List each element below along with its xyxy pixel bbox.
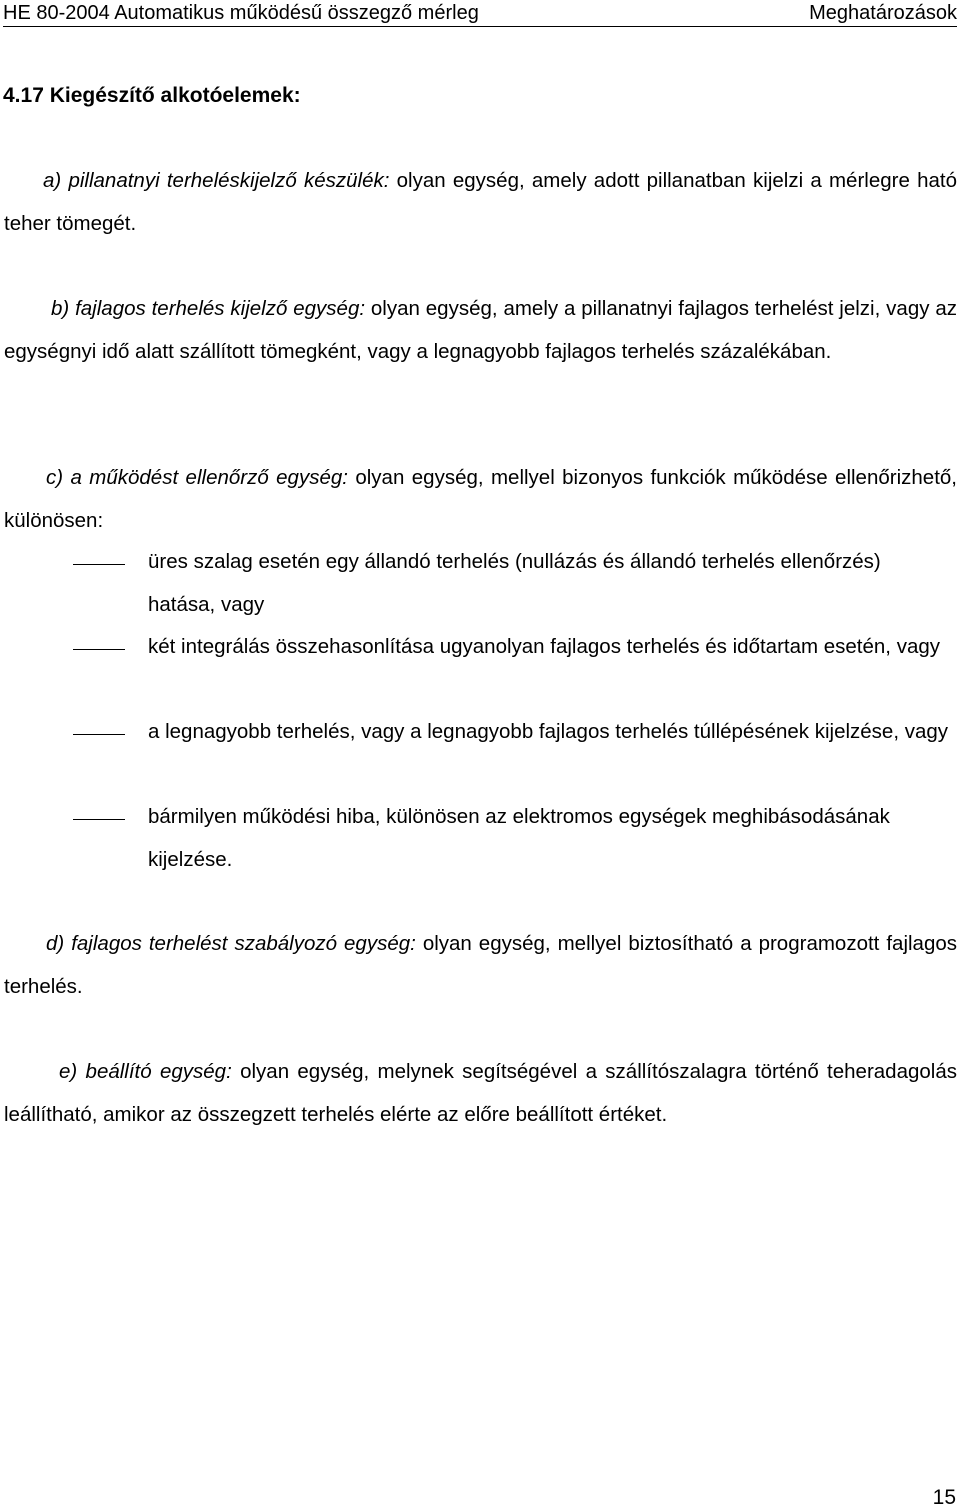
definition-e: olyan egység, melynek segítségével a szállítószalagra történő teheradagolás leállítható, amikor az összegzett terhelés elérte az előre beállított értéket. [4, 1060, 957, 1126]
term-c: c) a működést ellenőrző egység: [46, 466, 348, 489]
term-e: e) beállító egység: [59, 1060, 232, 1083]
dash-bullet-icon [73, 819, 125, 820]
paragraph-d [4, 923, 957, 1008]
paragraph-e [4, 1051, 957, 1136]
definition-c: olyan egység, mellyel bizonyos funkciók működése ellenőrizhető, különösen: [4, 466, 957, 532]
list-item-text: két integrálás összehasonlítása ugyanolyan fajlagos terhelés és időtartam esetén, vagy [148, 635, 941, 658]
definition-b: olyan egység, amely a pillanatnyi fajlagos terhelést jelzi, vagy az egységnyi idő alatt szállított tömegként, vagy a legnagyobb fajlagos terhelés százalékában. [4, 297, 957, 363]
paragraph-a [4, 160, 957, 245]
list-item [0, 541, 960, 626]
section-heading: 4.17 Kiegészítő alkotóelemek: [3, 84, 301, 107]
paragraph-c [4, 457, 957, 542]
check-function-list [0, 541, 960, 881]
definition-a: olyan egység, amely adott pillanatban kijelzi a mérlegre ható teher tömegét. [4, 169, 957, 235]
dash-bullet-icon [73, 564, 125, 565]
term-b: b) fajlagos terhelés kijelző egység: [51, 297, 366, 320]
list-item [0, 626, 960, 711]
list-item-text: a legnagyobb terhelés, vagy a legnagyobb fajlagos terhelés túllépésének kijelzése, vagy [148, 720, 949, 743]
definition-d: olyan egység, mellyel biztosítható a programozott fajlagos terhelés. [4, 932, 958, 998]
header-section-name: Meghatározások [809, 2, 957, 24]
page-header [3, 0, 957, 27]
header-document-title: HE 80-2004 Automatikus működésű összegző mérleg [3, 2, 479, 24]
dash-bullet-icon [73, 734, 125, 735]
list-item-text: üres szalag esetén egy állandó terhelés (nullázás és állandó terhelés ellenőrzés) hatása, vagy [148, 550, 881, 616]
paragraph-b [4, 288, 957, 373]
term-d: d) fajlagos terhelést szabályozó egység: [46, 932, 416, 955]
list-item-text: bármilyen működési hiba, különösen az elektromos egységek meghibásodásának kijelzése. [148, 805, 890, 871]
term-a: a) pillanatnyi terheléskijelző készülék: [43, 169, 390, 192]
dash-bullet-icon [73, 649, 125, 650]
page-number: 15 [932, 1486, 956, 1509]
list-item [0, 796, 960, 881]
list-item [0, 711, 960, 796]
